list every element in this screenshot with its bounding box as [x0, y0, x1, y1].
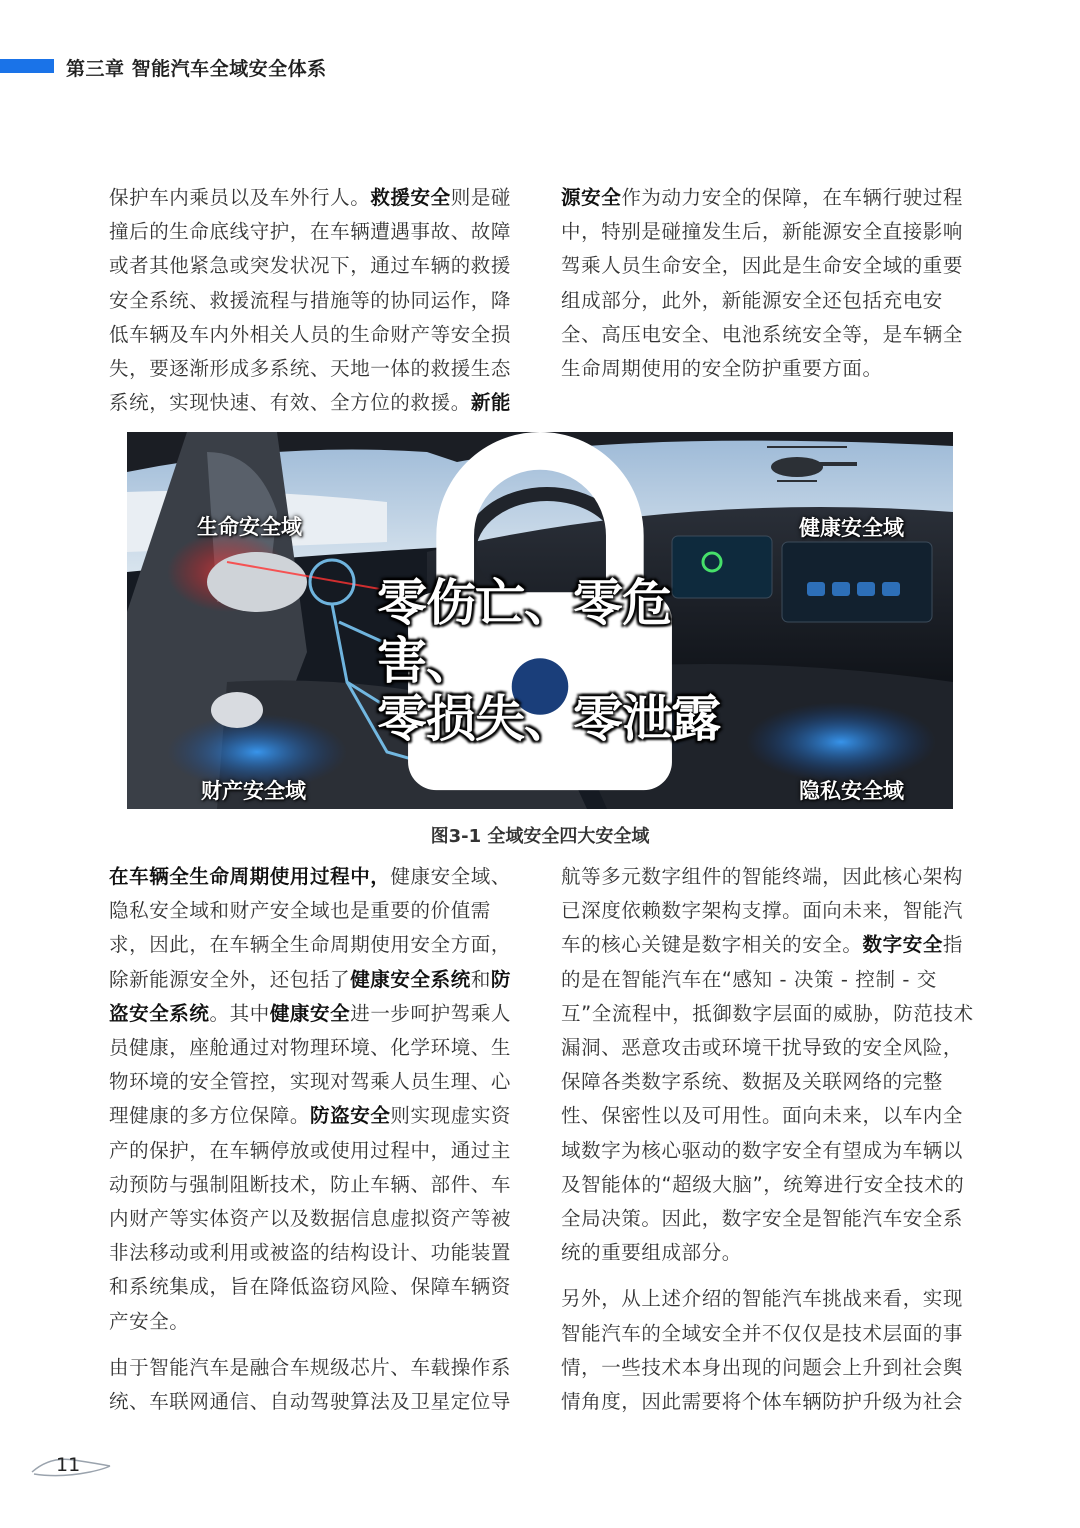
bold-term: 数字安全 [862, 933, 943, 957]
paragraph [109, 181, 524, 420]
bold-term: 救援安全 [370, 186, 451, 209]
label-health-safety-domain: 健康安全域 [799, 516, 904, 540]
top-right-column [561, 181, 976, 398]
paragraph: 由于智能汽车是融合车规级芯片、车载操作系统、车联网通信、自动驾驶算法及卫星定位导 [109, 1355, 512, 1414]
text-run: 和 [470, 967, 491, 991]
paragraph [109, 860, 524, 1339]
chapter-title: 第三章 智能汽车全域安全体系 [66, 58, 327, 80]
paragraph: 另外，从上述介绍的智能汽车挑战来看，实现智能汽车的全域安全并不仅仅是技术层面的事情，一些技术本身出现的问题会上升到社会舆情角度，因此需要将个体车辆防护升级为社会 [561, 1287, 964, 1414]
figure-caption: 图3-1 全域安全四大安全域 [430, 826, 650, 847]
bottom-right-column [561, 860, 976, 1431]
slogan-line: 零伤亡、零危害、 [377, 574, 671, 690]
text-run: 航等多元数字组件的智能终端，因此核心架构已深度依赖数字架构支撑。面向未来，智能汽车的核心关键是数字相关的安全。 [561, 865, 964, 957]
bold-term: 防盗安全 [310, 1104, 391, 1128]
label-privacy-safety-domain: 隐私安全域 [799, 779, 904, 803]
bold-term: 健康安全系统 [350, 967, 471, 991]
page-number: 11 [56, 1454, 81, 1476]
text-run: 进一步呵护驾乘人员健康，座舱通过对物理环境、化学环境、生物环境的安全管控，实现对驾乘人员生理、心理健康的多方位保障。 [109, 1001, 512, 1128]
paragraph [561, 860, 976, 1270]
label-life-safety-domain: 生命安全域 [197, 515, 302, 539]
text-run: 。其中 [209, 1001, 270, 1025]
bold-term: 防盗安全系统 [109, 967, 512, 1025]
bold-term: 源安全 [561, 186, 622, 209]
text-run: 指的是在智能汽车在“感知 - 决策 - 控制 - 交互”全流程中，抵御数字层面的威胁，防范技术漏洞、恶意攻击或环境干扰导致的安全风险，保障各类数字系统、数据及关联网络的完整性、保密性以及可用性。面向未来，以车内全域数字为核心驱动的数字安全有望成为车辆以及智能体的“超级大脑”，统筹进行安全技术的全局决策。因此，数字安全是智能汽车安全系统的重要组成部分。 [561, 933, 974, 1265]
text-run: 健康安全域、隐私安全域和财产安全域也是重要的价值需求，因此，在车辆全生命周期使用安全方面，除新能源安全外，还包括了 [109, 865, 512, 991]
bold-term: 健康安全 [269, 1001, 351, 1025]
text-run: 作为动力安全的保障，在车辆行驶过程中，特别是碰撞发生后，新能源安全直接影响驾乘人员生命安全，因此是生命安全域的重要组成部分，此外，新能源安全还包括充电安全、高压电安全、电池系统安全等，是车辆全生命周期使用的安全防护重要方面。 [561, 186, 964, 381]
text-run: 保护车内乘员以及车外行人。 [109, 186, 371, 209]
figure-slogan [377, 574, 737, 748]
top-left-column [109, 181, 524, 432]
header-accent-bar [0, 59, 54, 73]
figure-four-safety-domains [127, 432, 953, 809]
label-property-safety-domain: 财产安全域 [201, 779, 306, 803]
slogan-line: 零损失、零泄露 [377, 690, 720, 748]
text-run: 则是碰撞后的生命底线守护，在车辆遭遇事故、故障或者其他紧急或突发状况下，通过车辆的救援安全系统、救援流程与措施等的协同运作，降低车辆及车内外相关人员的生命财产等安全损失，要逐渐形成多系统、天地一体的救援生态系统，实现快速、有效、全方位的救援。 [109, 186, 512, 415]
text-run: 则实现虚实资产的保护，在车辆停放或使用过程中，通过主动预防与强制阻断技术，防止车辆、部件、车内财产等实体资产以及数据信息虚拟资产等被非法移动或利用或被盗的结构设计、功能装置和系统集成，旨在降低盗窃风险、保障车辆资产安全。 [109, 1104, 512, 1333]
bottom-left-column [109, 860, 524, 1431]
paragraph [561, 181, 976, 386]
bold-term: 新能 [470, 391, 512, 415]
bold-term: 在车辆全生命周期使用过程中， [109, 865, 391, 888]
